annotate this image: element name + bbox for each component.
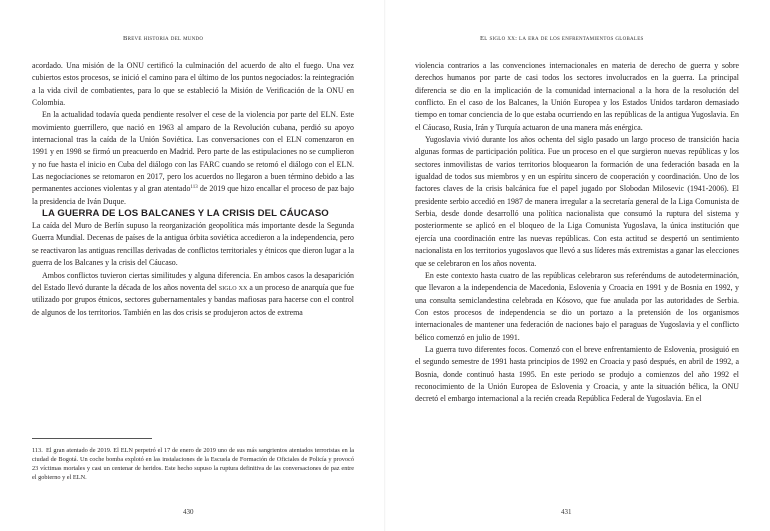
right-page: [385, 0, 770, 531]
paragraph-text: Ambos conflictos tuvieron ciertas similitudes y alguna diferencia. En ambos casos la desaparición del Estado llevó durante la década de los años noventa del: [32, 270, 354, 292]
section-heading: LA GUERRA DE LOS BALCANES Y LA CRISIS DEL CÁUCASO: [42, 208, 329, 220]
page-number-left: 430: [183, 508, 194, 516]
paragraph-text: de 2019 que hizo encallar el proceso de paz bajo la presidencia de Iván Duque.: [32, 184, 354, 206]
paragraph: [32, 270, 354, 319]
paragraph-text: a un proceso de anarquía que fue utilizado por grupos étnicos, sectores gubernamentales y bandas mafiosas para hacerse con el control de algunos de los territorios. También en las dos crisis se produjeron actos de extrema: [32, 282, 354, 317]
footnote-number: 113.: [32, 447, 43, 454]
footnote-divider: [32, 438, 152, 439]
paragraph: violencia contrarios a las convenciones internacionales en materia de derecho de guerra y sobre derechos humanos por parte de casi todos los sectores involucrados en la guerra. La principal diferencia se dio en la implicación de la comunidad internacional a la hora de la resolución del conflicto. En el caso de los Balcanes, la Unión Europea y los Estados Unidos tardaron demasiado tiempo en tomar conciencia de lo que estaba ocurriendo en las repúblicas de la antigua Yugoslavia. En el Cáucaso, Rusia, Irán y Turquía actuaron de una manera más enérgica.: [415, 61, 739, 132]
footnote-text: El gran atentado de 2019. El ELN perpetró el 17 de enero de 2019 uno de sus más sangrientos atentados terroristas en la ciudad de Bogotá. Un coche bomba explotó en las instalaciones de la Escuela de Formación de Oficiales de Policía y provocó 23 víctimas mortales y casi un centenar de heridos. Este hecho supuso la ruptura definitiva de las conversaciones de paz entre el gobierno y el ELN.: [32, 447, 354, 482]
paragraph-with-footnote: [32, 109, 354, 208]
right-body-text: [415, 60, 739, 406]
paragraph: acordado. Una misión de la ONU certificó la culminación del acuerdo de alto el fuego. Una vez cubiertos estos procesos, se inició el camino para el último de los puntos negociados: la reintegración a la vida civil de combatientes, para lo que se estableció la Misión de Verificación de la ONU en Colombia.: [32, 61, 354, 108]
page-number-right: 431: [561, 508, 572, 516]
left-body-text: [32, 60, 354, 319]
paragraph: La guerra tuvo diferentes focos. Comenzó con el breve enfrentamiento de Eslovenia, prosiguió en el segundo semestre de 1991 hasta principios de 1992 en Croacia y pasó después, en abril de 1992, a Bosnia, donde continuó hasta 1995. En este periodo se produjo a comienzos del año 1992 el reconocimiento de la Unión Europea de Eslovenia y Croacia, y ante la situación bélica, la ONU decretó el embargo internacional a la recién creada República Federal de Yugoslavia. En el: [415, 344, 739, 404]
footnote: [32, 446, 354, 482]
paragraph: Yugoslavia vivió durante los años ochenta del siglo pasado un largo proceso de transición hacia algunas formas de participación política. Fue un proceso en el que surgieron nuevas repúblicas y los sectores inmovilistas de varios territorios bloquearon la formación de una federación basada en la igualdad de todos sus miembros y en un espíritu sincero de cooperación y coordinación. Uno de los factores claves de la crisis balcánica fue el papel jugado por Slobodan Milosevic (1941-2006). El presidente serbio accedió en 1987 de manera irregular a la secretaría general de la Liga Comunista de Serbia, desde donde desarrolló una política nacionalista que consumó la ruptura del sistema y posteriormente se aplicó en el bloqueo de la Liga Comunista Yugoslava, la única institución que ejercía una coordinación entre las nuevas repúblicas. Con esta actitud se despertó un sentimiento nacionalista en los territorios yugoslavos que llevó a sus líderes más extremistas a ganar las elecciones que se celebraron en los años noventa.: [415, 135, 739, 268]
footnote-reference[interactable]: 113: [190, 185, 198, 191]
paragraph-text: En la actualidad todavía queda pendiente resolver el cese de la violencia por parte del ELN. Este movimiento guerrillero, que nació en 1963 al amparo de la Revolución cubana, perdió su apoyo internacional tras la caída de la Unión Soviética. Las conversaciones con el ELN comenzaron en 1991 y en 1998 se firmó un preacuerdo en Madrid. Pero parte de las estipulaciones no se cumplieron y no fue hasta el inicio en Cuba del diálogo con las FARC cuando se retomó el diálogo con el ELN. Las negociaciones se retomaron en 2017, pero los acuerdos no llegaron a buen término debido a las permanentes acciones violentas y al gran atentado: [32, 110, 354, 194]
running-head-right: El siglo xx: la era de los enfrentamientos globales: [480, 35, 644, 42]
paragraph: En este contexto hasta cuatro de las repúblicas celebraron sus referéndums de autodeterminación, que llevaron a la independencia de Macedonia, Eslovenia y Croacia en 1991 y de Bosnia en 1992, y una consulta semiclandestina celebrada en Kósovo, que fue anulada por las autoridades de Serbia. Con estos procesos de independencia se dio un portazo a la pretensión de los organismos internacionales de mantener una federación de naciones bajo el paraguas de Yugoslavia y el conflicto bélico comenzó en julio de 1991.: [415, 270, 739, 342]
running-head-left: Breve historia del mundo: [123, 35, 204, 42]
century-smallcaps: siglo xx: [218, 282, 248, 292]
paragraph: La caída del Muro de Berlín supuso la reorganización geopolítica más importante desde la Segunda Guerra Mundial. Decenas de países de la antigua órbita soviética accedieron a la independencia, pero se reactivaron las antiguas rencillas derivadas de conflictos territoriales y étnicos que dieron lugar a la guerra de los Balcanes y la crisis del Cáucaso.: [32, 221, 354, 268]
